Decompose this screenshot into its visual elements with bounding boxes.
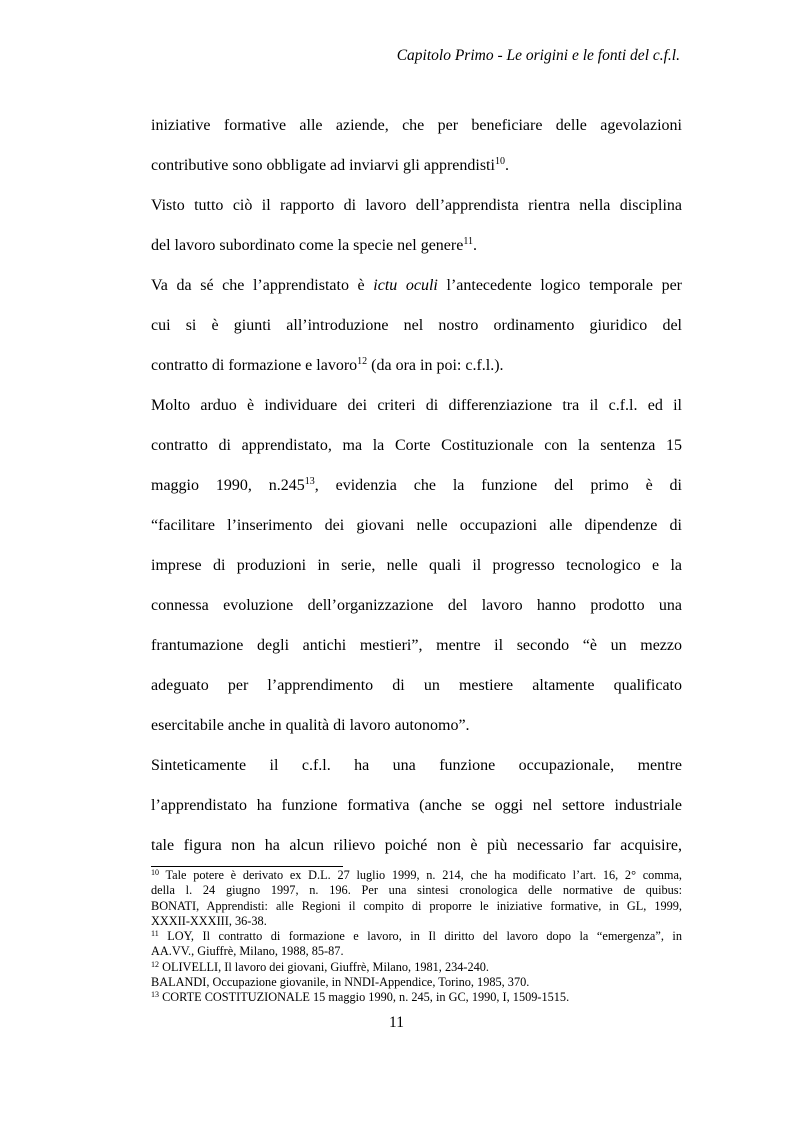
text-run: contratto di formazione e lavoro xyxy=(151,357,358,374)
paragraph-3-line-3 xyxy=(151,350,682,390)
text-run: contributive sono obbligate ad inviarvi gli apprendisti xyxy=(151,157,495,174)
paragraph-4-line-5: imprese di produzioni in serie, nelle quali il progresso tecnologico e la xyxy=(151,557,682,574)
text-run: . xyxy=(472,237,477,254)
running-header: Capitolo Primo - Le origini e le fonti del c.f.l. xyxy=(396,47,680,64)
paragraph-3-line-1 xyxy=(151,270,682,310)
paragraph-4-line-7: frantumazione degli antichi mestieri”, mentre il secondo “è un mezzo xyxy=(151,637,682,654)
text-run: , evidenzia che la funzione del primo è di xyxy=(314,477,682,494)
footnote-number: 11 xyxy=(151,929,159,939)
paragraph-5-line-1: Sinteticamente il c.f.l. ha una funzione occupazionale, mentre xyxy=(151,757,682,774)
footnote-number: 10 xyxy=(151,868,159,877)
paragraph-4-line-4: “facilitare l’inserimento dei giovani nelle occupazioni alle dipendenze di xyxy=(151,517,682,534)
paragraph-4-line-9: esercitabile anche in qualità di lavoro autonomo”. xyxy=(151,717,470,734)
footnote-10-line-4: XXXII-XXXIII, 36-38. xyxy=(151,913,267,928)
paragraph-2-line-1: Visto tutto ciò il rapporto di lavoro dell’apprendista rientra nella disciplina xyxy=(151,197,682,214)
paragraph-3-line-2: cui si è giunti all’introduzione nel nostro ordinamento giuridico del xyxy=(151,317,682,334)
paragraph-2-line-2 xyxy=(151,230,682,270)
paragraph-5-line-3: tale figura non ha alcun rilievo poiché non è più necessario far acquisire, xyxy=(151,837,682,854)
footnote-12-line-1 xyxy=(151,960,682,975)
footnotes xyxy=(151,868,682,1006)
paragraph-4-line-3 xyxy=(151,470,682,510)
footnote-ref-11: 11 xyxy=(463,236,473,247)
latin-phrase: ictu oculi xyxy=(373,277,438,294)
footnote-number: 13 xyxy=(151,990,159,1000)
paragraph-1-line-1: iniziative formative alle aziende, che per beneficiare delle agevolazioni xyxy=(151,117,682,134)
footnote-12-line-2: BALANDI, Occupazione giovanile, in NNDI-Appendice, Torino, 1985, 370. xyxy=(151,975,530,990)
footnote-10-line-1 xyxy=(151,868,682,883)
paragraph-4-line-2: contratto di apprendistato, ma la Corte Costituzionale con la sentenza 15 xyxy=(151,437,682,454)
body-text xyxy=(151,110,682,870)
text-run: (da ora in poi: c.f.l.). xyxy=(367,357,504,374)
paragraph-5-line-2: l’apprendistato ha funzione formativa (anche se oggi nel settore industriale xyxy=(151,797,682,814)
footnote-ref-10: 10 xyxy=(494,156,505,167)
paragraph-1-line-2 xyxy=(151,150,682,190)
text-run: del lavoro subordinato come la specie nel genere xyxy=(151,237,464,254)
text-run: . xyxy=(504,157,509,174)
footnote-11-line-1 xyxy=(151,929,682,944)
footnote-11-line-2: AA.VV., Giuffrè, Milano, 1988, 85-87. xyxy=(151,944,344,959)
text-run: OLIVELLI, Il lavoro dei giovani, Giuffrè, Milano, 1981, 234-240. xyxy=(159,959,490,974)
footnote-10-line-3: BONATI, Apprendisti: alle Regioni il compito di proporre le iniziative formative, in GL, 1999, xyxy=(151,898,682,913)
text-run: maggio 1990, n.245 xyxy=(151,477,305,494)
page-number: 11 xyxy=(389,1014,404,1031)
paragraph-4-line-8: adeguato per l’apprendimento di un mestiere altamente qualificato xyxy=(151,677,682,694)
footnote-ref-13: 13 xyxy=(304,476,315,487)
paragraph-4-line-1: Molto arduo è individuare dei criteri di differenziazione tra il c.f.l. ed il xyxy=(151,397,682,414)
text-run: Va da sé che l’apprendistato è xyxy=(151,277,374,294)
text-run: Tale potere è derivato ex D.L. 27 luglio 1999, n. 214, che ha modificato l’art. 16, 2° comma, xyxy=(159,868,682,882)
footnote-10-line-2: della l. 24 giugno 1997, n. 196. Per una sintesi cronologica delle normative de quibus: xyxy=(151,883,682,898)
footnote-separator xyxy=(151,866,343,867)
text-run: LOY, Il contratto di formazione e lavoro, in Il diritto del lavoro dopo la “emergenza”, in xyxy=(158,929,682,944)
text-run: CORTE COSTITUZIONALE 15 maggio 1990, n. 245, in GC, 1990, I, 1509-1515. xyxy=(159,990,570,1005)
footnote-13-line-1 xyxy=(151,990,682,1005)
text-run: l’antecedente logico temporale per xyxy=(437,277,683,294)
footnote-number: 12 xyxy=(151,959,159,969)
paragraph-4-line-6: connessa evoluzione dell’organizzazione del lavoro hanno prodotto una xyxy=(151,597,682,614)
footnote-ref-12: 12 xyxy=(357,356,368,367)
